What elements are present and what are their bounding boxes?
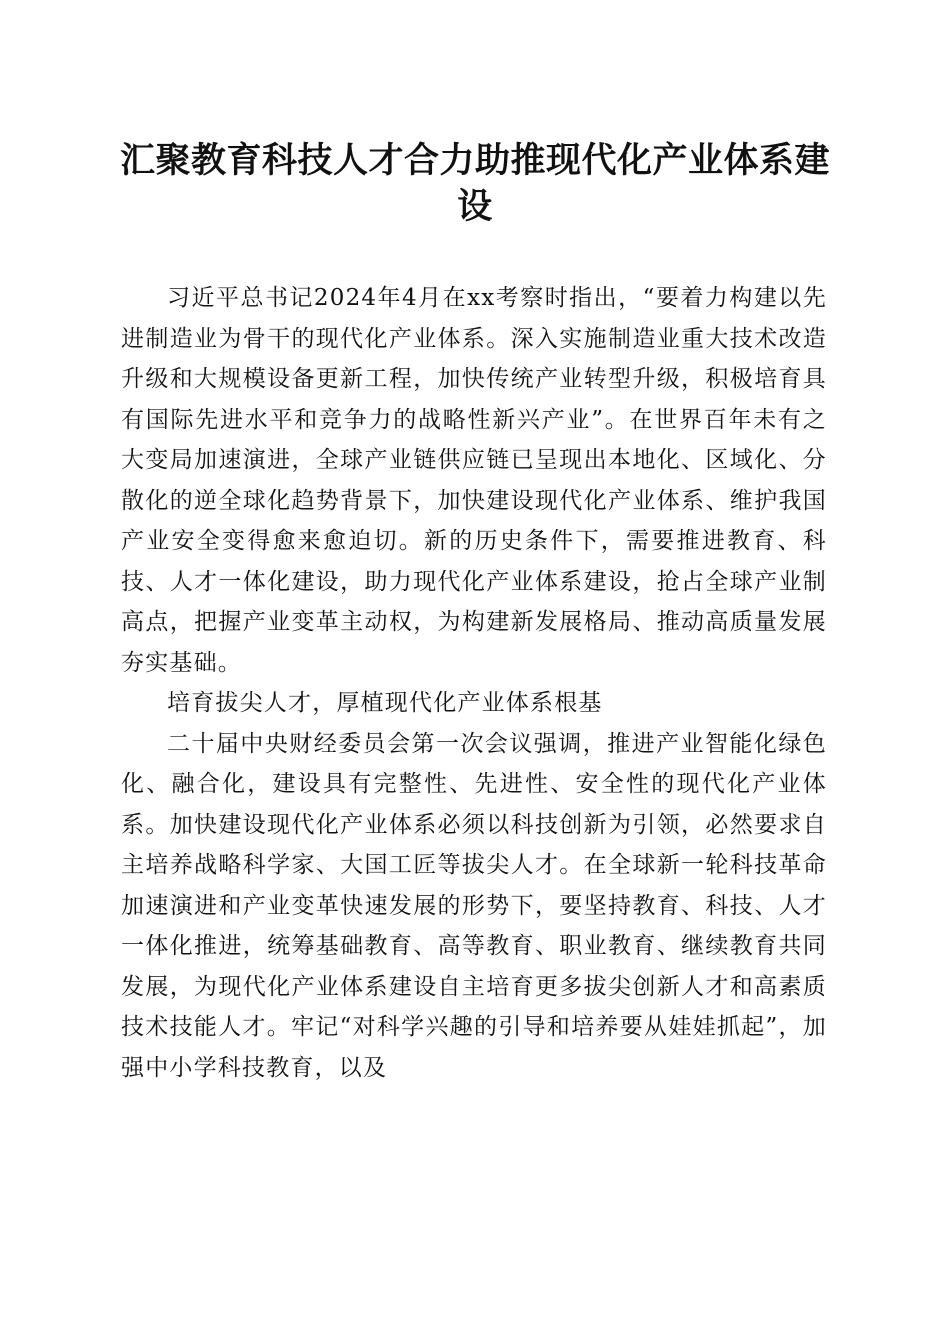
document-title: 汇聚教育科技人才合力助推现代化产业体系建设	[119, 140, 830, 227]
document-body	[121, 278, 827, 1088]
section-paragraph: 二十届中央财经委员会第一次会议强调，推进产业智能化绿色化、融合化，建设具有完整性、先进性、安全性的现代化产业体系。加快建设现代化产业体系必须以科技创新为引领，必然要求自主培养战略科学家、大国工匠等拔尖人才。在全球新一轮科技革命加速演进和产业变革快速发展的形势下，要坚持教育、科技、人才一体化推进，统筹基础教育、高等教育、职业教育、继续教育共同发展，为现代化产业体系建设自主培育更多拔尖创新人才和高素质技术技能人才。牢记“对科学兴趣的引导和培养要从娃娃抓起”，加强中小学科技教育，以及	[121, 730, 827, 1081]
section-heading: 培育拔尖人才，厚植现代化产业体系根基	[167, 690, 603, 716]
intro-paragraph: 习近平总书记2024年4月在xx考察时指出，“要着力构建以先进制造业为骨干的现代化产业体系。深入实施制造业重大技术改造升级和大规模设备更新工程，加快传统产业转型升级，积极培育具有国际先进水平和竞争力的战略性新兴产业”。在世界百年未有之大变局加速演进，全球产业链供应链已呈现出本地化、区域化、分散化的逆全球化趋势背景下，加快建设现代化产业体系、维护我国产业安全变得愈来愈迫切。新的历史条件下，需要推进教育、科技、人才一体化建设，助力现代化产业体系建设，抢占全球产业制高点，把握产业变革主动权，为构建新发展格局、推动高质量发展夯实基础。	[121, 285, 827, 676]
